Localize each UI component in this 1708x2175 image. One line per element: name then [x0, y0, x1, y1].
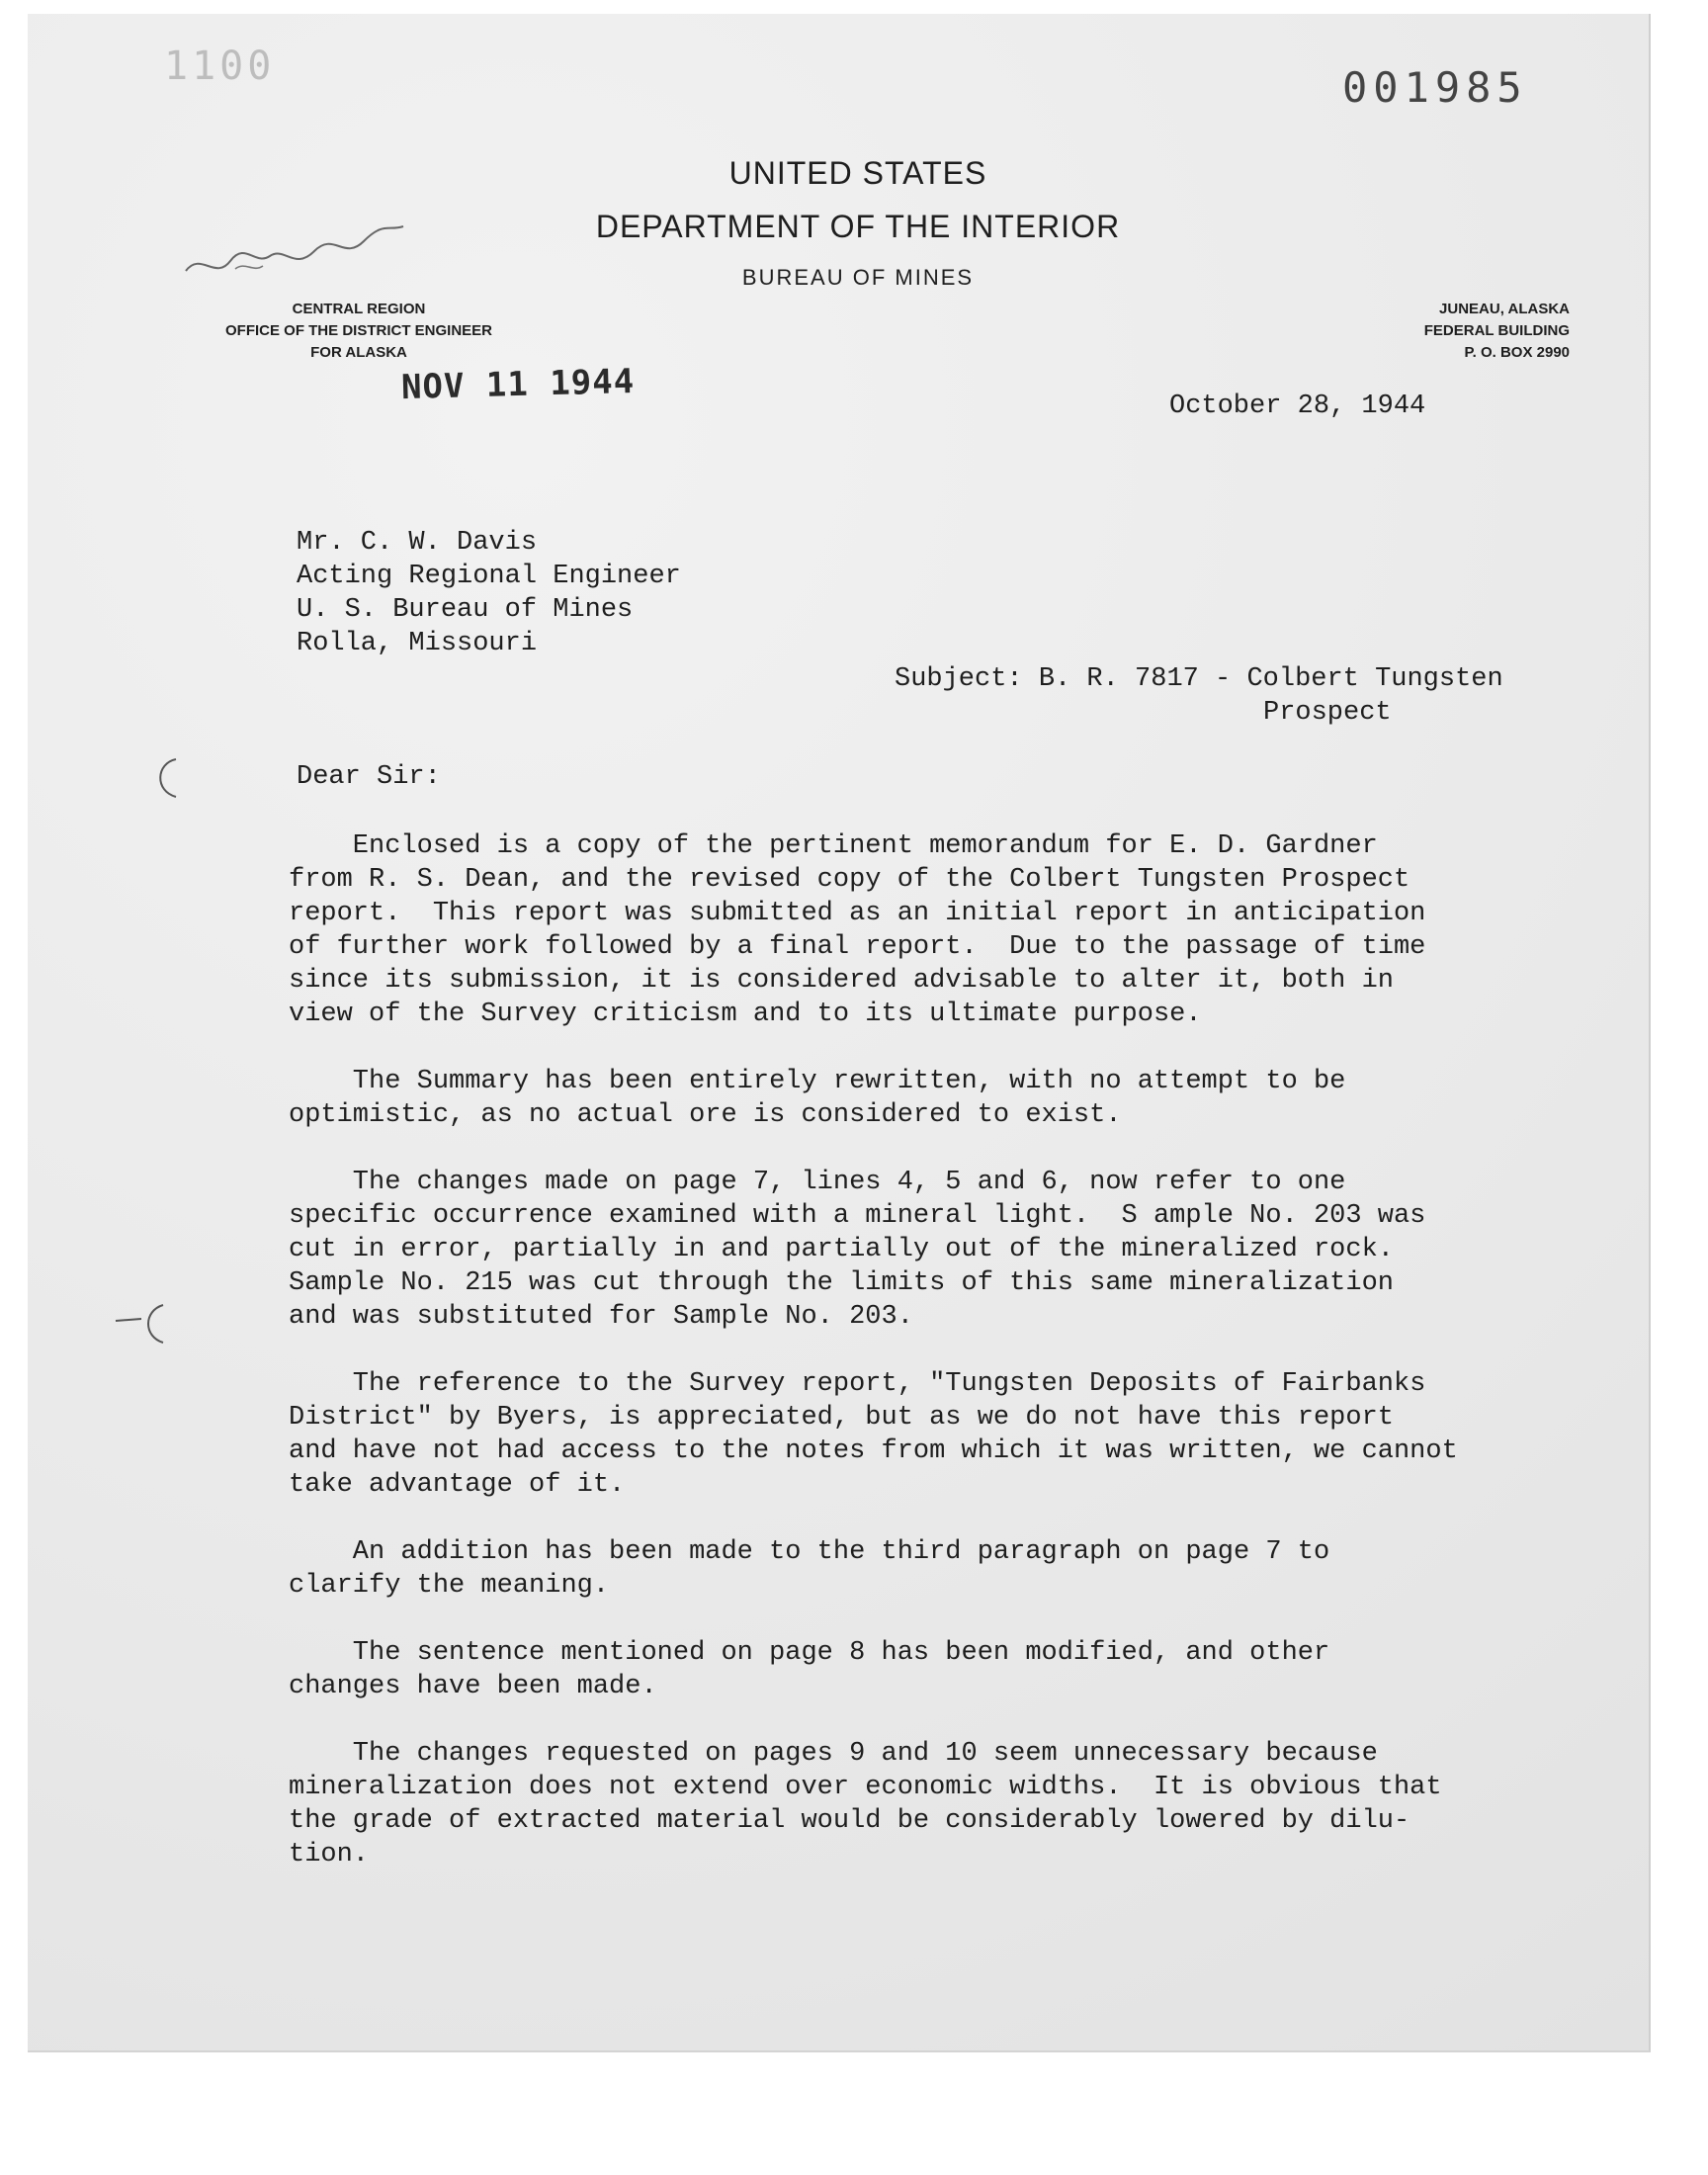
address-line: FEDERAL BUILDING [1423, 322, 1570, 339]
letterhead-department: DEPARTMENT OF THE INTERIOR [595, 209, 1121, 244]
letterhead-address-block [1313, 299, 1570, 364]
letter-page [28, 14, 1651, 2052]
letterhead-line1: UNITED STATES [728, 155, 987, 191]
subject-line [895, 662, 1503, 730]
recipient-line: U. S. Bureau of Mines [297, 595, 634, 625]
recipient-line: Rolla, Missouri [297, 629, 538, 658]
recipient-line: Mr. C. W. Davis [297, 528, 538, 558]
document-number: 001985 [1342, 63, 1528, 112]
address-line: JUNEAU, ALASKA [1439, 301, 1570, 317]
address-line: P. O. BOX 2990 [1464, 344, 1570, 361]
body-paragraph: The sentence mentioned on page 8 has been modified, and other changes have been made. [289, 1638, 1330, 1701]
received-date-stamp: NOV 11 1944 [400, 361, 636, 408]
recipient-line: Acting Regional Engineer [297, 562, 681, 591]
office-line: CENTRAL REGION [292, 301, 426, 317]
letterhead-office-block [161, 299, 556, 364]
margin-mark [148, 753, 188, 803]
office-line: OFFICE OF THE DISTRICT ENGINEER [224, 322, 492, 339]
body-paragraph: The changes made on page 7, lines 4, 5 and 6, now refer to one specific occurrence examined with a mineral light. S ample No. 203 was cut in error, partially in and partially out of the mineralized rock. Sample No. 215 was cut through the limits of this same mineralization and was substituted for Sample No. 203. [289, 1168, 1426, 1332]
subject-text-continued: Prospect [1263, 698, 1392, 728]
letterhead-bureau: BUREAU OF MINES [741, 265, 975, 290]
body-paragraph: The changes requested on pages 9 and 10 seem unnecessary because mineralization does not extend over economic widths. It is obvious that the grade of extracted material would be considerably lowered by dilu- tion. [289, 1739, 1442, 1870]
subject-text: Subject: B. R. 7817 - Colbert Tungsten [895, 664, 1503, 694]
body-paragraph: Enclosed is a copy of the pertinent memorandum for E. D. Gardner from R. S. Dean, and the revised copy of the Colbert Tungsten Prospect report. This report was submitted as an initial report in anticipation of further work followed by a final report. Due to the passage of time since its submission, it is considered advisable to alter it, both in view of the Survey criticism and to its ultimate purpose. [289, 831, 1426, 1029]
body-paragraph: The Summary has been entirely rewritten, with no attempt to be optimistic, as no actual ore is considered to exist. [289, 1067, 1346, 1130]
letter-date: October 28, 1944 [1169, 392, 1426, 421]
faded-file-number: 1100 [164, 44, 276, 89]
margin-mark [112, 1299, 181, 1348]
body-paragraph: An addition has been made to the third paragraph on page 7 to clarify the meaning. [289, 1537, 1330, 1601]
recipient-address [297, 526, 681, 660]
body-paragraph: The reference to the Survey report, "Tungsten Deposits of Fairbanks District" by Byers, is appreciated, but as we do not have this report and have not had access to the notes from which it was written, we cannot take advantage of it. [289, 1369, 1458, 1500]
salutation: Dear Sir: [297, 762, 441, 792]
office-line: FOR ALASKA [310, 344, 407, 361]
letter-body [289, 829, 1574, 1905]
